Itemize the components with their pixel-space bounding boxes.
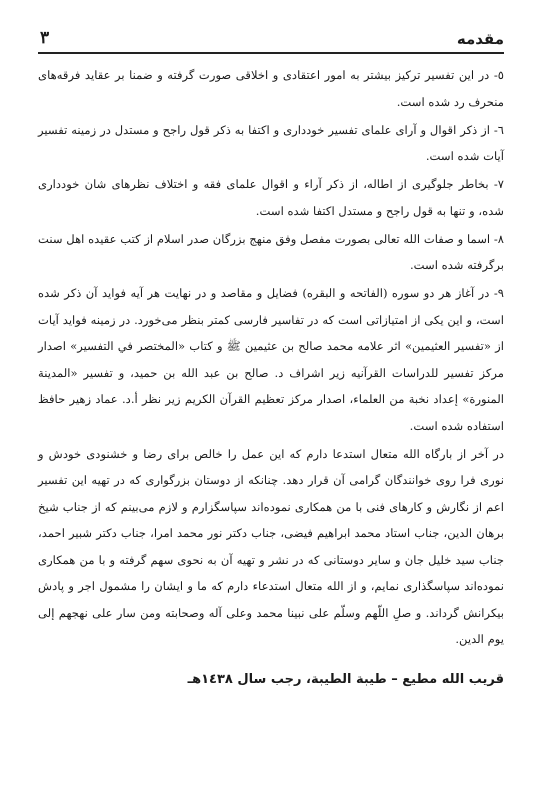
- paragraph-item-7: ٧- بخاطر جلوگیری از اطاله، از ذکر آراء و اقوال علمای فقه و اختلاف نظرهای شان خودداری شده، و تنها به قول راجح و مستدل اکتفا شده است.: [38, 177, 504, 218]
- closing-paragraph: در آخر از بارگاه الله متعال استدعا دارم که این عمل را خالص برای رضا و خشنودی خودش و نوری فرا روی خوانندگان گرامی آن قرار دهد. چنانکه از دوستان بزرگواری که در تهیه این تفسیر اعم از نگارش و کارهای فنی با من همکاری نموده‌اند سپاسگزارم و لازم می‌بینم که از جناب شیخ برهان الدین، جناب استاد محمد ابراهیم فیضی، جناب دکتر نور محمد امرا، جناب دکتر شبیر احمد، جناب سید خلیل جان و سایر دوستانی که در نشر و تهیه آن به نحوی سهم گرفته و با من همکاری نموده‌اند سپاسگذاری نمایم، و از الله متعال استدعاء دارم که ما و ایشان را مشمول اجر و پادش بیکرانش گرداند. و صلِ اللّهم وسلّم على نبينا محمد وعلى آله وصحابته ومن سار على نهجهم إلى يوم الدين.: [38, 446, 504, 646]
- header-divider: [38, 52, 504, 54]
- page-header: [40, 22, 504, 48]
- page-number: ٣: [40, 28, 50, 48]
- author-signature: قریب الله مطیع – طیبة الطیبة، رجب سال ١٤٣٨هـ: [187, 672, 504, 687]
- paragraph-item-6: ٦- از ذکر اقوال و آرای علمای تفسیر خودداری و اکتفا به ذکر قول راجح و مستدل در زمینه تفسیر آیات شده است.: [38, 122, 504, 163]
- paragraph-item-5: ٥- در این تفسیر ترکیز بیشتر به امور اعتقادی و اخلاقی صورت گرفته و ضمنا بر عقاید فرقه‌های منحرف رد شده است.: [38, 68, 504, 109]
- paragraph-item-9: ٩- در آغاز هر دو سوره (الفاتحه و البقره) فضایل و مقاصد و در نهایت هر آیه فواید آن ذکر شده است، و این یکی از امتیازاتی است که در تفاسیر فارسی کمتر بنظر می‌خورد. در زمینه فواید آیات از «تفسیر العثیمین» اثر علامه محمد صالح بن عثیمین ﷺ و کتاب «المختصر في التفسير» اصدار مرکز تفسیر للدراسات القرآنیه زیر اشراف د. صالح بن عبد الله بن حمید، و تفسیر «المدينة المنورة» إعداد نخبة من العلماء، اصدار مرکز تعظیم القرآن الکریم زیر نظر أ.د. عماد زهیر حافظ استفاده شده است.: [38, 286, 504, 433]
- body-text: [38, 62, 504, 654]
- paragraph-item-8: ٨- اسما و صفات الله تعالى بصورت مفصل وفق منهج بزرگان صدر اسلام از کتب عقیده اهل سنت برگرفته شده است.: [38, 231, 504, 272]
- section-title: مقدمه: [456, 30, 504, 48]
